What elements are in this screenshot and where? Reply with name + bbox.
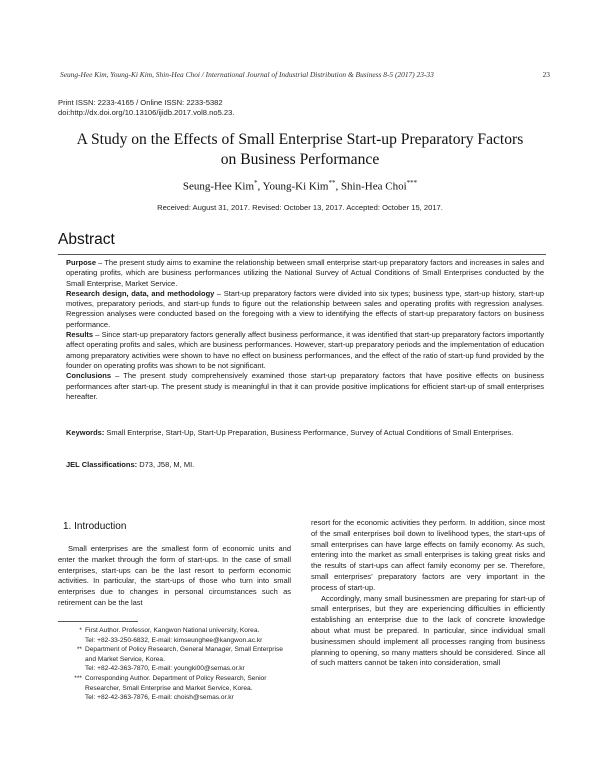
footnote-mark: **	[76, 646, 82, 654]
keywords-text: Small Enterprise, Start-Up, Start-Up Preparation, Business Performance, Survey of Actual Conditions of Small Enterprises.	[104, 428, 514, 437]
keywords-label: Keywords:	[66, 428, 105, 437]
abstract-divider	[58, 254, 546, 255]
author-separator: ,	[335, 180, 341, 193]
footnote	[58, 674, 298, 703]
abstract-results	[66, 330, 544, 371]
jel-label: JEL Classifications:	[66, 460, 138, 469]
author-name: Seung-Hee Kim	[182, 180, 255, 193]
footnote	[58, 626, 298, 645]
left-column	[58, 544, 291, 609]
section-heading-introduction: 1. Introduction	[63, 521, 127, 532]
footnote-line: Corresponding Author. Department of Policy Research, Senior	[85, 674, 267, 682]
abstract-conclusions	[66, 371, 544, 402]
footnote-line: Tel: +82-33-250-6832, E-mail: kimseunghee@kangwon.ac.kr	[85, 636, 263, 644]
right-column	[311, 518, 545, 669]
page-number: 23	[542, 70, 550, 79]
doi-line: doi:http://dx.doi.org/10.13106/ijidb.2017.vol8.no5.23.	[58, 108, 235, 117]
abstract-design	[66, 289, 544, 330]
abstract-conclusions-text: – The present study comprehensively examined those start-up preparatory factors that have positive effects on business performances after start-up. The present study is meaningful in that it can provide positive implications for efficient start-up of small enterprises hereafter.	[66, 371, 544, 401]
abstract-heading: Abstract	[58, 231, 115, 248]
footnote-line: Tel: +82-42-363-7876, E-mail: choish@semas.or.kr	[85, 694, 234, 702]
abstract-purpose	[66, 258, 544, 289]
abstract-results-text: – Since start-up preparatory factors generally affect business performance, it was identified that start-up preparatory factors importantly affect operating profits and sales, which are business performances. However, start-up preparatory periods and the implementation of education among preparatory activities were shown to have no effect on business performances, and the effect of the ratio of start-up fund provided by the founder on operating profits was shown to be not significant.	[66, 330, 544, 370]
abstract-purpose-label: Purpose	[66, 258, 97, 267]
jel-classifications	[66, 460, 544, 469]
footnote-mark: ***	[74, 674, 82, 682]
author-mark: *	[254, 179, 258, 187]
author-separator: ,	[257, 180, 263, 193]
footnotes	[58, 626, 298, 703]
footnote-divider	[58, 621, 138, 622]
keywords	[66, 428, 544, 438]
issn-block	[58, 98, 234, 118]
running-header-text: Seung-Hee Kim, Young-Ki Kim, Shin-Hea Choi / International Journal of Industrial Distribution & Business 8-5 (2017) 23-33	[60, 70, 434, 79]
footnote-line: Department of Policy Research, General Manager, Small Enterprise	[85, 646, 283, 654]
intro-paragraph: Small enterprises are the smallest form of economic units and enter the market through the form of start-ups. In the case of small enterprises, start-ups can be the last resort to perform economic activities. In particular, the start-ups of those who turn into small enterprises due to changes in personal circumstances such as retirement can be the last	[58, 544, 291, 607]
paper-title	[40, 130, 560, 170]
author-name: Shin-Hea Choi	[340, 180, 407, 193]
received-dates: Received: August 31, 2017. Revised: October 13, 2017. Accepted: October 15, 2017.	[157, 203, 443, 212]
abstract-results-label: Results	[66, 330, 94, 340]
issn-line: Print ISSN: 2233-4165 / Online ISSN: 2233-5382	[58, 98, 223, 107]
paper-title-line1: A Study on the Effects of Small Enterprise Start-up Preparatory Factors	[76, 131, 524, 148]
abstract-design-text: – Start-up preparatory factors were divided into six types; business type, start-up history, start-up motives, preparatory periods, and start-up funds to figure out the relationship between sales and operating profits with regression analyses. Regression analyses were conducted based on the foregoing with a view to identifying the effects of start-up preparatory factors on business performance.	[66, 288, 544, 329]
author-mark: **	[328, 179, 336, 187]
abstract-design-label: Research design, data, and methodology	[66, 288, 215, 298]
footnote	[58, 645, 298, 674]
abstract-purpose-text: – The present study aims to examine the relationship between small enterprise start-up preparatory factors and increases in sales and operating profits, which are business performances utilizing the National Survey of Actual Conditions of Small Enterprises conducted by the Small Enterprise, Market Service.	[66, 258, 544, 288]
footnote-line: Researcher, Small Enterprise and Market Service, Korea.	[85, 684, 253, 692]
author-name: Young-Ki Kim	[262, 180, 329, 193]
jel-text: D73, J58, M, MI.	[137, 460, 195, 469]
paper-title-line2: on Business Performance	[220, 151, 380, 168]
abstract-conclusions-label: Conclusions	[66, 371, 112, 381]
abstract-body	[66, 258, 544, 402]
footnote-mark: *	[79, 627, 82, 634]
author-list	[40, 179, 560, 193]
running-header	[60, 70, 550, 79]
footnote-line: Tel: +82-42-363-7870, E-mail: youngki00@semas.or.kr	[85, 665, 245, 673]
footnote-line: and Market Service, Korea.	[85, 655, 165, 663]
author-mark: ***	[406, 179, 418, 187]
intro-paragraph: Accordingly, many small businessmen are preparing for start-up of small enterprises, but they are experiencing difficulties in efficiently establishing an enterprise due to the lack of concrete knowledge about what must be prepared. In particular, since individual small businessmen should implement all processes ranging from business planning to opening, so many matters should be considered. Since all of such matters cannot be taken into consideration, small	[311, 593, 545, 668]
footnote-line: First Author. Professor, Kangwon National university, Korea.	[85, 627, 260, 634]
intro-paragraph: resort for the economic activities they perform. In addition, since most of the small enterprises boil down to livelihood types, the start-ups of small enterprises can have large effects on family economy. As such, entering into the market as small enterprises is taking great risks and the results of start-ups can affect family economy per se. Therefore, small enterprises’ preparatory factors are very important in the process of start-up.	[311, 518, 545, 592]
